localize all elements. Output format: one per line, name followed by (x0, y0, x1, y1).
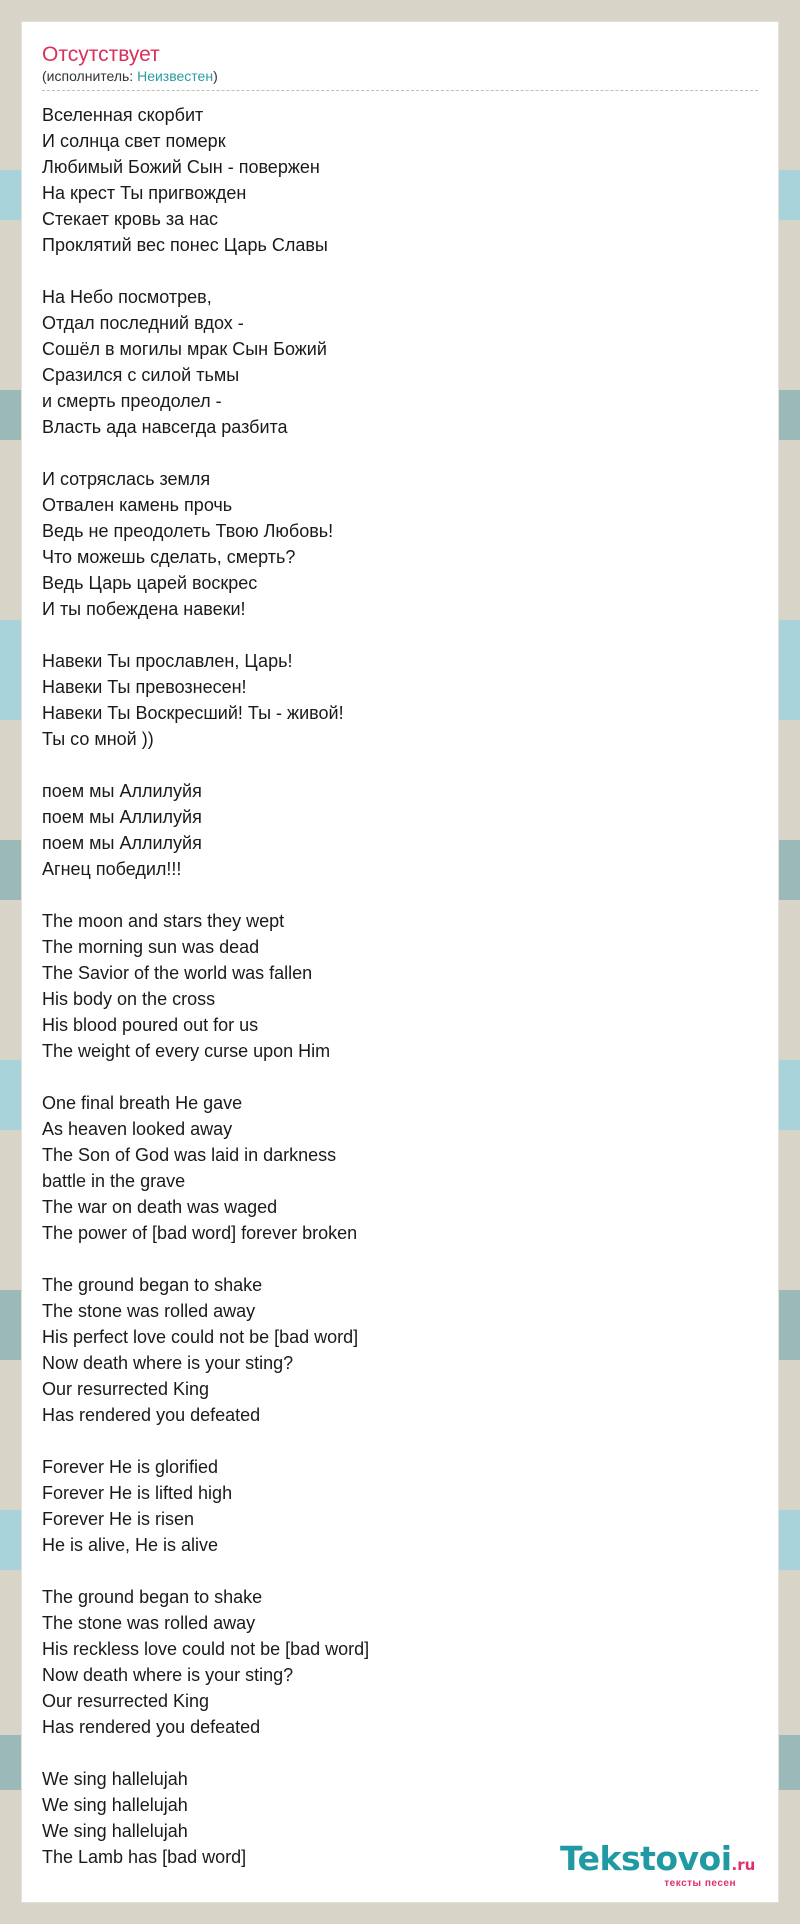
lyric-line: As heaven looked away (42, 1119, 233, 1139)
lyric-line: His reckless love could not be [bad word] (42, 1639, 370, 1659)
lyrics-card (22, 22, 778, 1902)
lyric-line: The ground began to shake (42, 1587, 263, 1607)
lyric-line: The weight of every curse upon Him (42, 1041, 331, 1061)
byline-prefix: (исполнитель: (42, 68, 138, 84)
lyric-line: Has rendered you defeated (42, 1405, 261, 1425)
lyrics-stanza (42, 908, 758, 1064)
lyric-line: The moon and stars they wept (42, 911, 285, 931)
lyric-line: Has rendered you defeated (42, 1717, 261, 1737)
logo-name: Tekstovoi (560, 1839, 732, 1878)
lyric-line: И солнца свет померк (42, 131, 226, 151)
lyrics-stanza (42, 284, 758, 440)
byline-suffix: ) (213, 68, 218, 84)
lyric-line: Сошёл в могилы мрак Сын Божий (42, 339, 327, 359)
artist-link[interactable]: Неизвестен (137, 68, 214, 84)
lyrics-stanza (42, 1090, 758, 1246)
song-header (42, 42, 758, 91)
lyric-line: battle in the grave (42, 1171, 186, 1191)
lyric-line: И ты побеждена навеки! (42, 599, 246, 619)
lyric-line: Что можешь сделать, смерть? (42, 547, 296, 567)
lyric-line: Forever He is risen (42, 1509, 195, 1529)
lyric-line: Вселенная скорбит (42, 105, 204, 125)
lyric-line: Our resurrected King (42, 1691, 210, 1711)
lyric-line: The ground began to shake (42, 1275, 263, 1295)
lyric-line: Forever He is lifted high (42, 1483, 233, 1503)
lyric-line: Now death where is your sting? (42, 1353, 294, 1373)
lyric-line: Навеки Ты прославлен, Царь! (42, 651, 293, 671)
logo-tld: .ru (731, 1856, 756, 1874)
site-logo[interactable] (560, 1840, 770, 1892)
lyric-line: Власть ада навсегда разбита (42, 417, 288, 437)
lyrics-stanza (42, 648, 758, 752)
lyric-line: The Lamb has [bad word] (42, 1847, 247, 1867)
lyric-line: Now death where is your sting? (42, 1665, 294, 1685)
lyric-line: Our resurrected King (42, 1379, 210, 1399)
lyric-line: Стекает кровь за нас (42, 209, 219, 229)
lyric-line: His perfect love could not be [bad word] (42, 1327, 359, 1347)
lyrics-stanza (42, 102, 758, 258)
lyric-line: На Небо посмотрев, (42, 287, 212, 307)
lyric-line: The morning sun was dead (42, 937, 260, 957)
lyric-line: Ведь Царь царей воскрес (42, 573, 258, 593)
lyric-line: и смерть преодолел - (42, 391, 222, 411)
lyric-line: И сотряслась земля (42, 469, 211, 489)
lyric-line: His blood poured out for us (42, 1015, 259, 1035)
lyric-line: The war on death was waged (42, 1197, 278, 1217)
lyric-line: The Savior of the world was fallen (42, 963, 313, 983)
lyric-line: One final breath He gave (42, 1093, 243, 1113)
lyric-line: The stone was rolled away (42, 1613, 256, 1633)
lyric-line: We sing hallelujah (42, 1769, 188, 1789)
lyric-line: We sing hallelujah (42, 1821, 188, 1841)
lyric-line: Отдал последний вдох - (42, 313, 244, 333)
lyric-line: His body on the cross (42, 989, 216, 1009)
lyric-line: He is alive, He is alive (42, 1535, 219, 1555)
lyric-line: We sing hallelujah (42, 1795, 188, 1815)
lyric-line: Ты со мной )) (42, 729, 154, 749)
lyrics-stanza (42, 1454, 758, 1558)
lyric-line: The power of [bad word] forever broken (42, 1223, 358, 1243)
logo-tagline: тексты песен (664, 1878, 736, 1889)
lyric-line: На крест Ты пригвожден (42, 183, 247, 203)
lyric-line: поем мы Аллилуйя (42, 781, 202, 801)
lyric-line: Сразился с силой тьмы (42, 365, 240, 385)
lyric-line: Отвален камень прочь (42, 495, 233, 515)
lyrics-stanza (42, 1584, 758, 1740)
lyric-line: Forever He is glorified (42, 1457, 219, 1477)
lyric-line: Любимый Божий Сын - повержен (42, 157, 320, 177)
lyric-line: Навеки Ты превознесен! (42, 677, 247, 697)
lyric-line: The Son of God was laid in darkness (42, 1145, 337, 1165)
lyrics-stanza (42, 1272, 758, 1428)
lyric-line: The stone was rolled away (42, 1301, 256, 1321)
lyrics-stanza (42, 778, 758, 882)
artist-byline (42, 68, 758, 85)
lyrics-stanza (42, 466, 758, 622)
lyric-line: Навеки Ты Воскресший! Ты - живой! (42, 703, 344, 723)
lyric-line: поем мы Аллилуйя (42, 807, 202, 827)
lyric-line: Проклятий вес понес Царь Славы (42, 235, 328, 255)
lyric-line: поем мы Аллилуйя (42, 833, 202, 853)
lyric-line: Агнец победил!!! (42, 859, 182, 879)
lyric-line: Ведь не преодолеть Твою Любовь! (42, 521, 334, 541)
lyrics-body (42, 102, 758, 1896)
song-title: Отсутствует (42, 43, 160, 66)
